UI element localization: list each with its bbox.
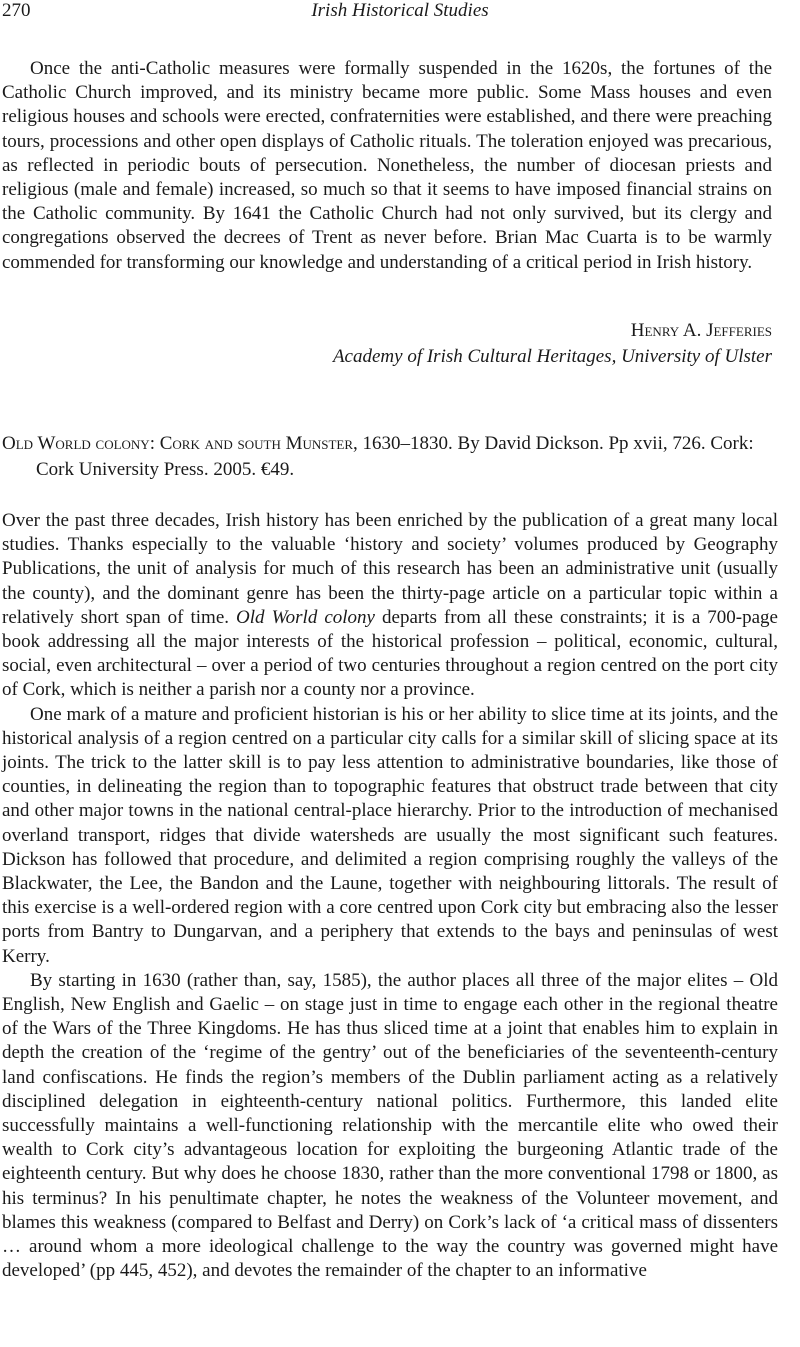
- book-citation: [2, 431, 778, 483]
- paragraph-text: departs from all these constraints; it is a 700-page book addressing all the major interests of the historical profession – political, economic, cultural, social, even architectural – over a period of two centuries throughout a region centred on the port city of Cork, which is neither a parish nor a county nor a province.: [2, 606, 778, 701]
- review-paragraph-2: One mark of a mature and proficient historian is his or her ability to slice time at its joints, and the historical analysis of a region centred on a particular city calls for a similar skill of slicing space at its joints. The trick to the latter skill is to pay less attention to administrative boundaries, like those of counties, in delineating the region than to topographic features that obstruct trade between that city and other major towns in the national central-place hierarchy. Prior to the introduction of mechanised overland transport, ridges that divide watersheds are usually the most significant such features. Dickson has followed that procedure, and delimited a region comprising roughly the valleys of the Blackwater, the Lee, the Bandon and the Laune, together with neighbouring littorals. The result of this exercise is a well-ordered region with a core centred upon Cork city but embracing also the lesser ports from Bantry to Dungarvan, and a periphery that extends to the bays and peninsulas of west Kerry.: [2, 703, 778, 967]
- paragraph-text: Over the past three decades, Irish history has been enriched by the publication of a great many local studies. Thanks especially to the valuable ‘history and society’ volumes produced by Geography Publications, the unit of analysis for much of this research has been an administrative unit (usually the county), and the dominant genre has been the thirty-page article on a particular topic within a relatively short span of time.: [2, 510, 778, 628]
- previous-review-closing-paragraph: Once the anti-Catholic measures were formally suspended in the 1620s, the fortunes of the Catholic Church improved, and its ministry became more public. Some Mass houses and even religious houses and schools were erected, confraternities were established, and there were preaching tours, processions and other open displays of Catholic rituals. The toleration enjoyed was precarious, as reflected in periodic bouts of persecution. Nonetheless, the number of diocesan priests and religious (male and female) increased, so much so that it seems to have imposed financial strains on the Catholic community. By 1641 the Catholic Church had not only survived, but its clergy and congregations observed the decrees of Trent as never before. Brian Mac Cuarta is to be warmly commended for transforming our knowledge and understanding of a critical period in Irish history.: [2, 58, 772, 273]
- reviewer-signature: [2, 318, 772, 370]
- page-header: [0, 0, 800, 24]
- book-details: By David Dickson. Pp xvii, 726. Cork: Cork University Press. 2005. €49.: [36, 433, 754, 480]
- running-title: Irish Historical Studies: [311, 0, 489, 21]
- page-number: 270: [2, 0, 31, 21]
- italic-book-title: Old World colony: [236, 606, 375, 628]
- review-paragraph-3: By starting in 1630 (rather than, say, 1585), the author places all three of the major elites – Old English, New English and Gaelic – on stage just in time to engage each other in the regional theatre of the Wars of the Three Kingdoms. He has thus sliced time at a joint that enables him to explain in depth the creation of the ‘regime of the gentry’ out of the beneficiaries of the seventeenth-century land confiscations. He finds the region’s members of the Dublin parliament acting as a relatively disciplined delegation in eighteenth-century national politics. Furthermore, this landed elite successfully maintains a well-functioning relationship with the mercantile elite who owed their wealth to Cork city’s advantageous location for exploiting the burgeoning Atlantic trade of the eighteenth century. But why does he choose 1830, rather than the more conventional 1798 or 1800, as his terminus? In his penultimate chapter, he notes the weakness of the Volunteer movement, and blames this weakness (compared to Belfast and Derry) on Cork’s lack of ‘a critical mass of dissenters … around whom a more ideological challenge to the way the country was governed might have developed’ (pp 445, 452), and devotes the remainder of the chapter to an informative: [2, 969, 778, 1282]
- review-paragraph-1: [2, 509, 778, 703]
- reviewer-name: Henry A. Jefferies: [630, 320, 772, 341]
- book-title: Old World colony: Cork and south Munster, 1630–1830.: [2, 433, 453, 454]
- reviewer-affiliation: Academy of Irish Cultural Heritages, University of Ulster: [332, 346, 772, 367]
- review-body: [2, 509, 778, 1284]
